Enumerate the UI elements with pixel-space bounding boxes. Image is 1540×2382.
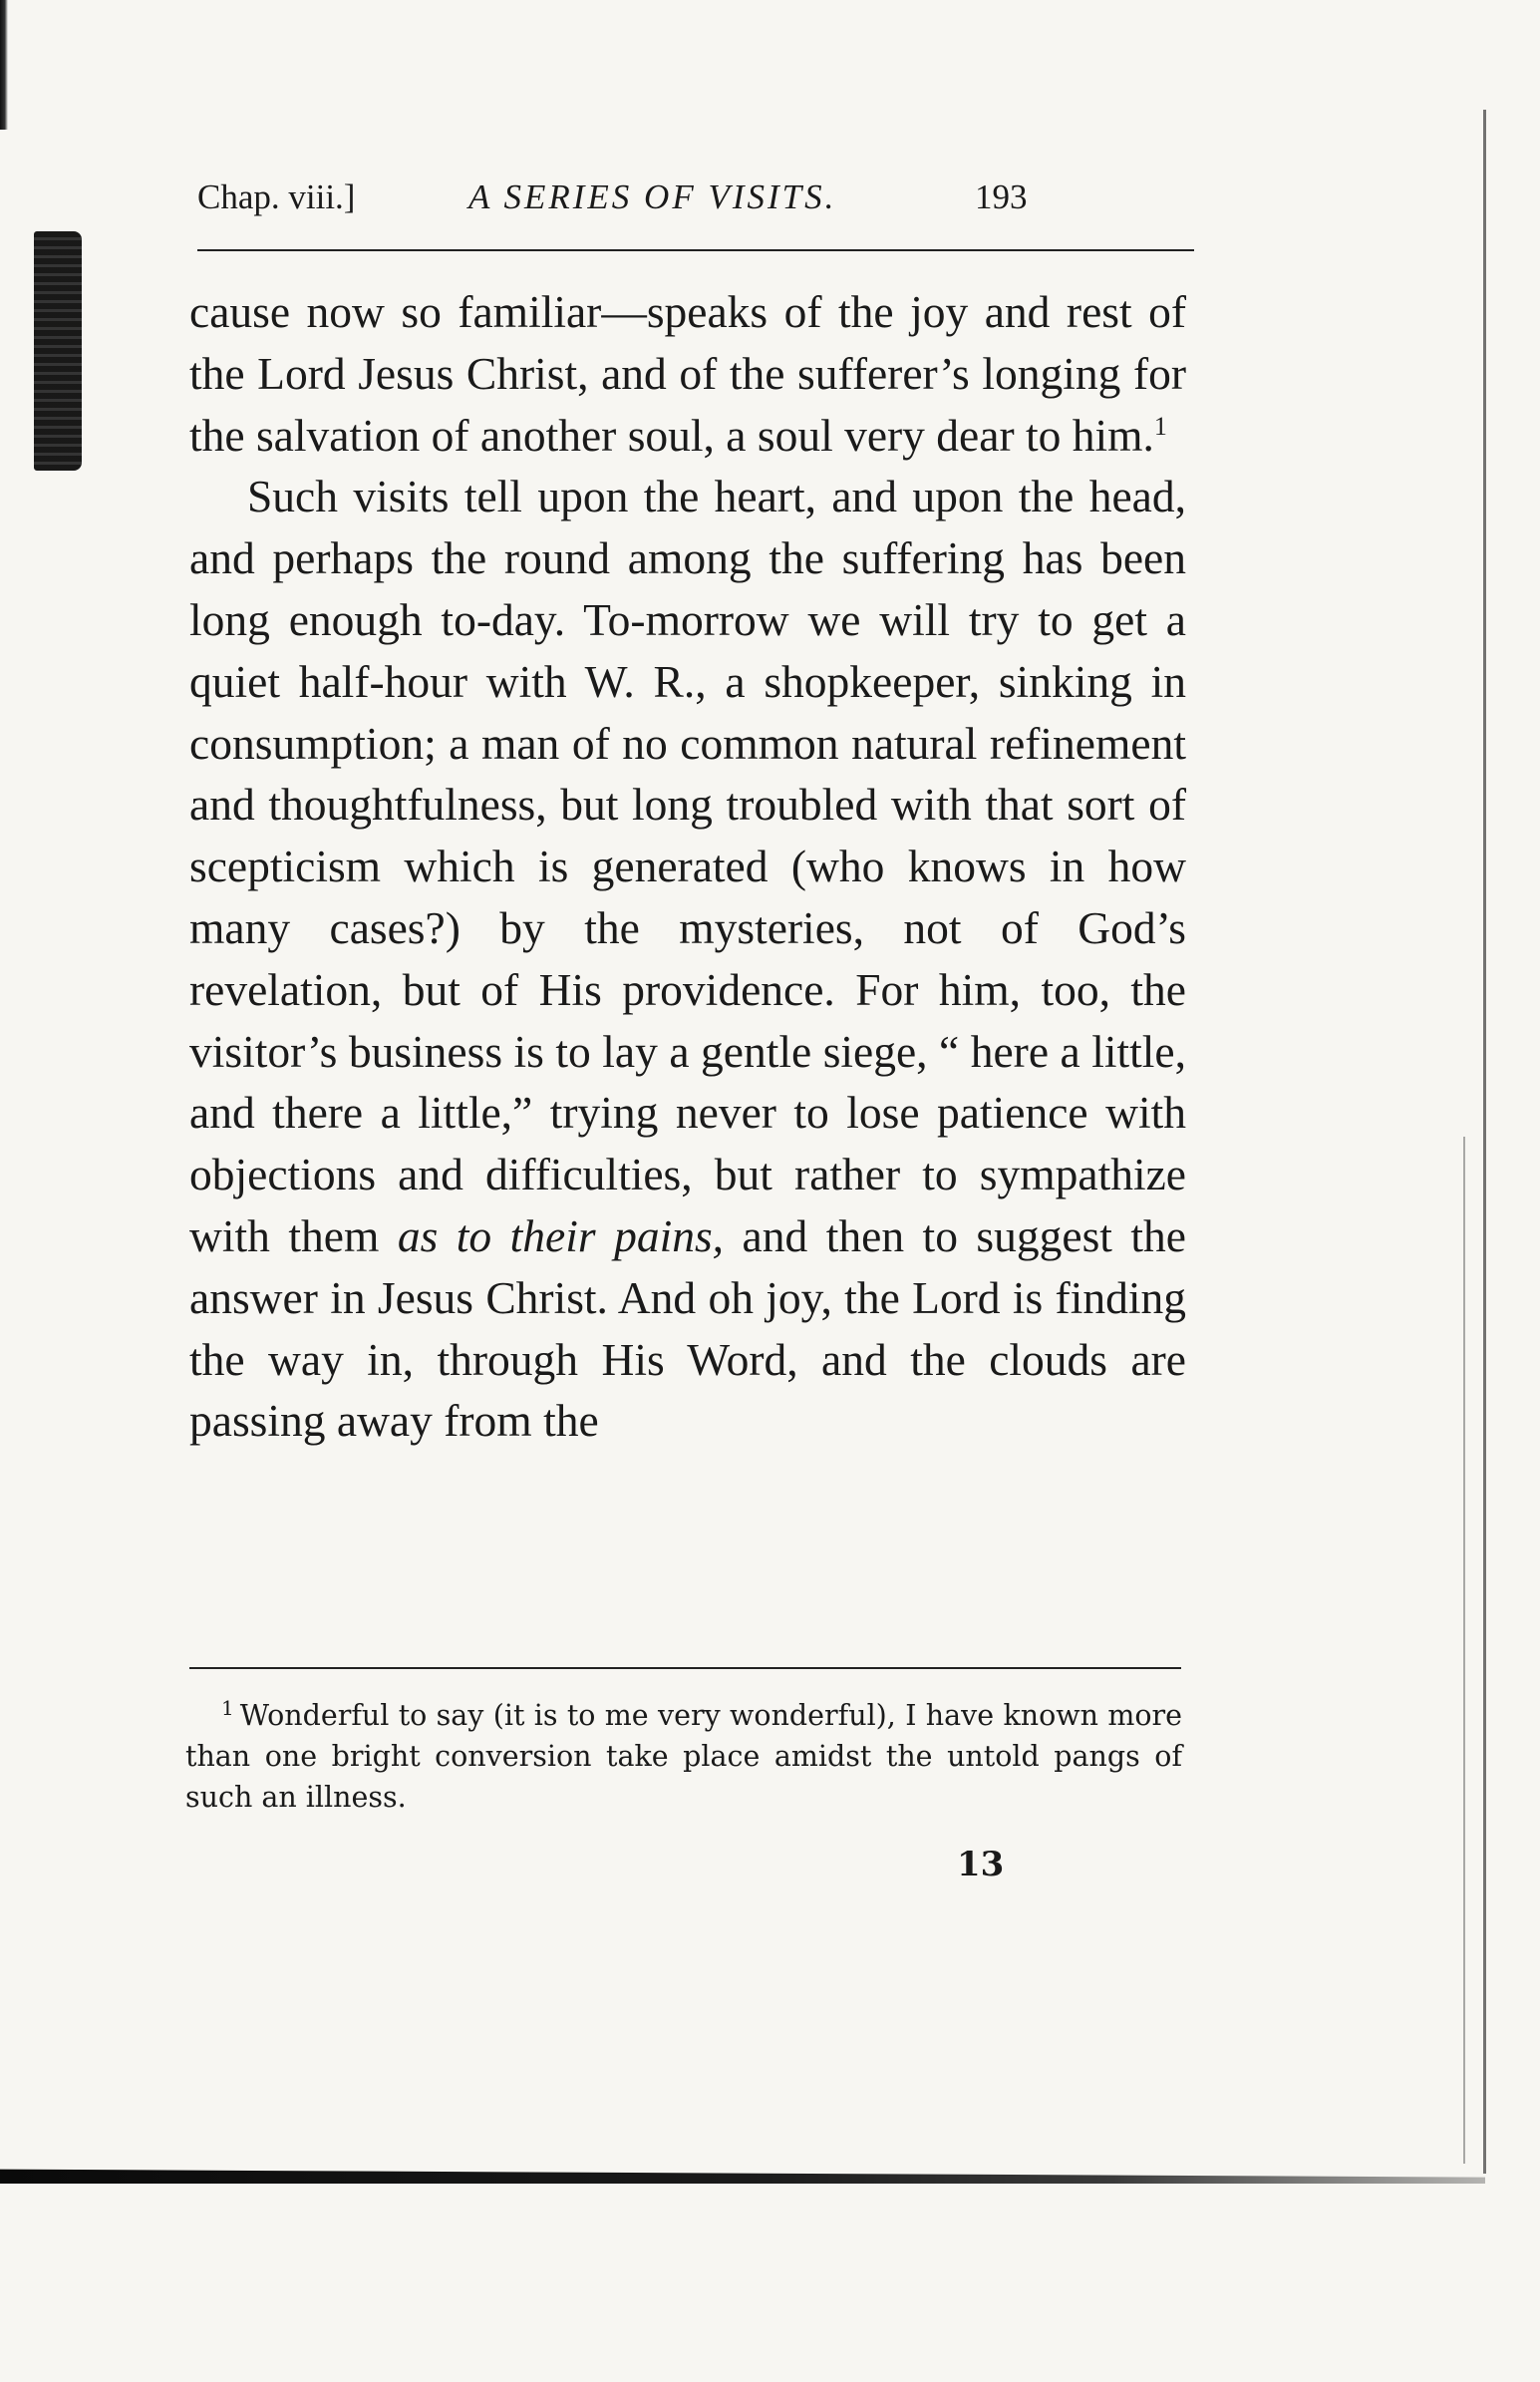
body-text: [189, 281, 1186, 1452]
footnote-mark: 1: [221, 1695, 234, 1720]
scan-edge-shadow: [0, 0, 8, 130]
scan-page-edge: [1483, 110, 1486, 2174]
page-number: 193: [975, 177, 1028, 216]
footnote-text: Wonderful to say (it is to me very wonderful), I have known more than one bright conversion take place amidst the untold pangs of such an illness.: [185, 1699, 1182, 1814]
italic-phrase: as to their pains,: [397, 1209, 725, 1261]
paragraph: [189, 466, 1186, 1452]
scan-bottom-shadow: [0, 2168, 1485, 2184]
footnote: [185, 1695, 1182, 1818]
paragraph-text: cause now so familiar—speaks of the joy and rest of the Lord Jesus Christ, and of the sufferer’s longing for the salvation of another soul, a soul very dear to him.: [189, 286, 1186, 461]
paragraph-text: and then to suggest the answer in Jesus Christ. And oh joy, the Lord is finding the way in, through His Word, and the clouds are passing away from the: [189, 1209, 1186, 1447]
running-title: A SERIES OF VISITS.: [468, 177, 837, 216]
running-header: [197, 177, 1194, 237]
signature-mark: 13: [957, 1845, 1005, 1884]
scan-page-edge: [1463, 1137, 1465, 2164]
scan-binding-shadow: [34, 231, 82, 471]
paragraph: [189, 281, 1186, 466]
chapter-label: Chap. viii.]: [197, 177, 356, 216]
header-rule: [197, 249, 1194, 251]
footnote-rule: [189, 1667, 1181, 1669]
paragraph-text: Such visits tell upon the heart, and upon the head, and perhaps the round among the suffering has been long enough to-day. To-morrow we will try to get a quiet half-hour with W. R., a shopkeeper, sinking in consumption; a man of no common natural refinement and thoughtfulness, but long troubled with that sort of scepticism which is generated (who knows in how many cases?) by the mysteries, not of God’s revelation, but of His providence. For him, too, the visitor’s business is to lay a gentle siege, “ here a little, and there a little,” trying never to lose patience with objections and difficulties, but rather to sympathize with them: [189, 471, 1186, 1261]
footnote-reference: 1: [1153, 411, 1167, 441]
